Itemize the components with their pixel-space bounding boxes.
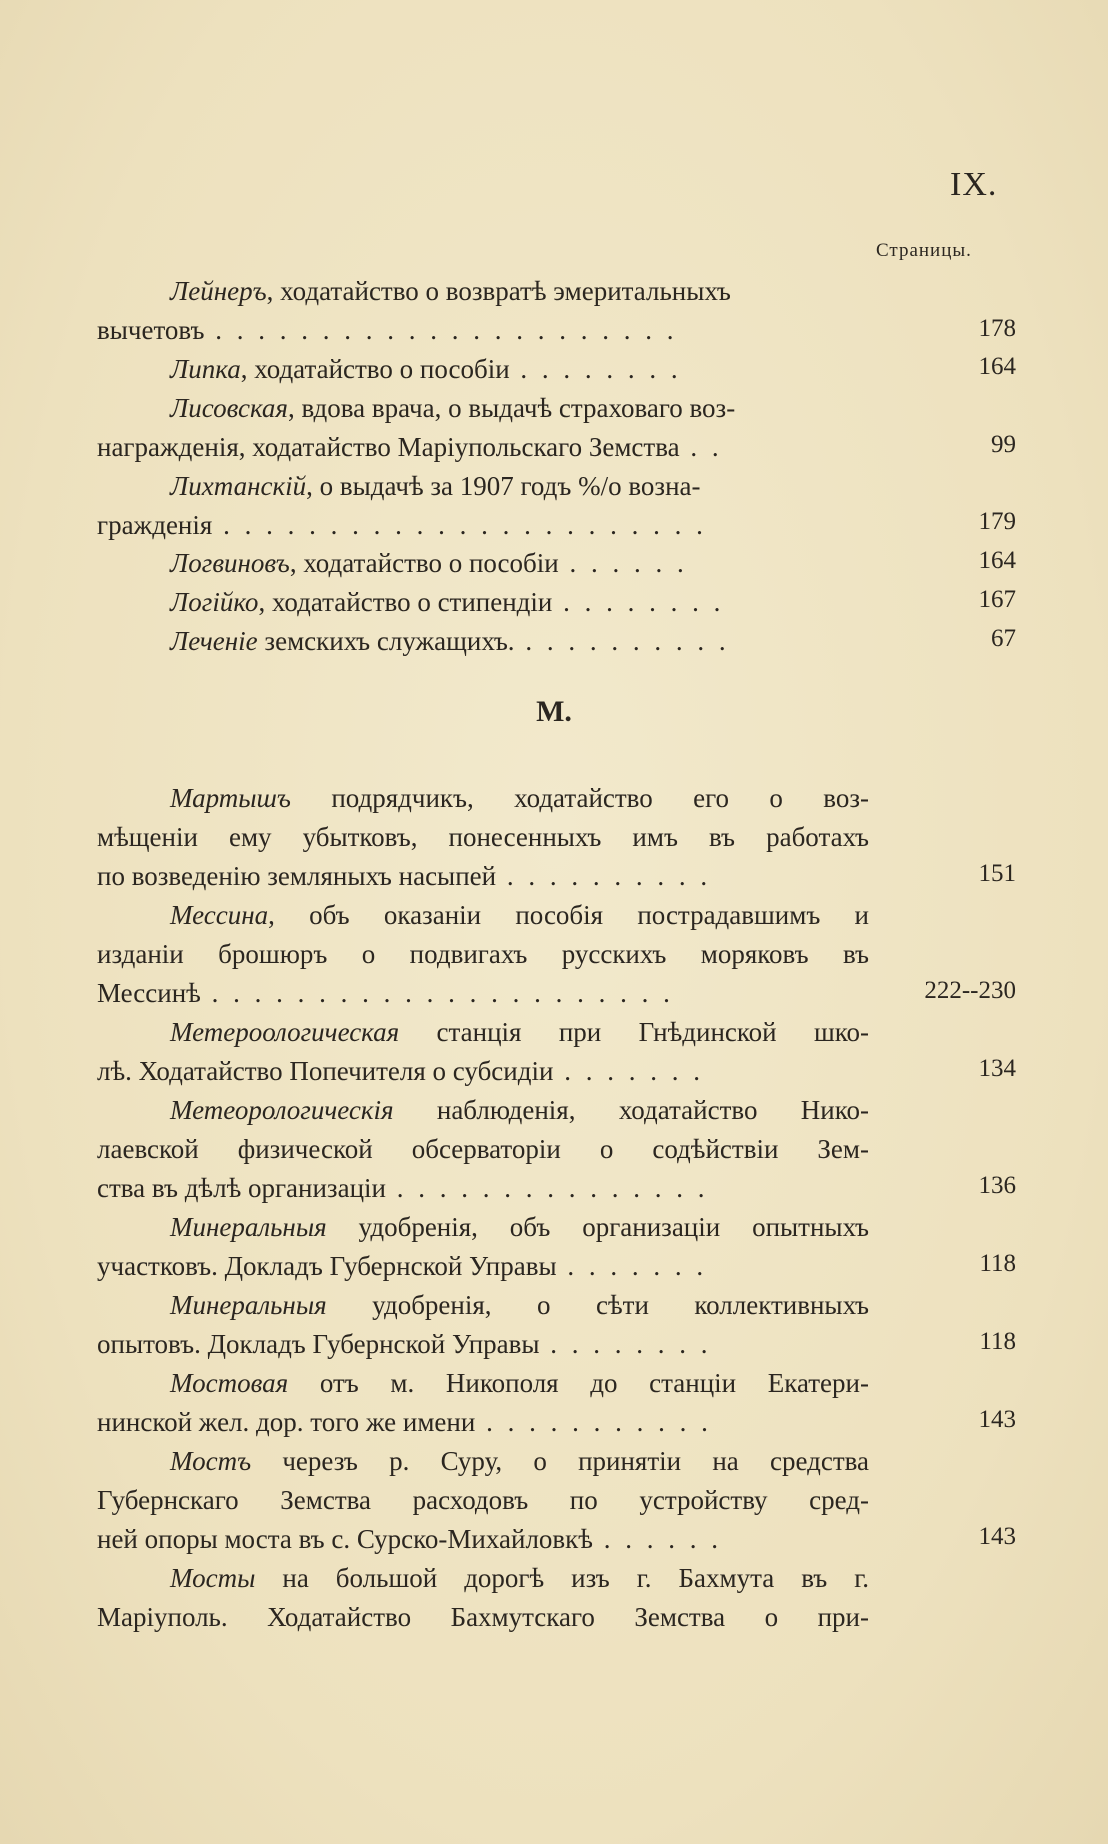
entry-name: Мостъ <box>170 1446 252 1476</box>
page-number: 164 <box>978 547 1016 574</box>
entry-name: Липка <box>170 354 241 384</box>
index-entry: Логвиновъ, ходатайство о пособiи . . . . . . <box>170 548 688 578</box>
page-number: 143 <box>978 1406 1016 1433</box>
page-number: 167 <box>978 586 1016 613</box>
page-number: 178 <box>978 315 1016 342</box>
entry-name: Метероологическая <box>170 1017 400 1047</box>
index-entry <box>97 272 869 350</box>
index-entry: Мостовая отъ м. Никополя до станцiи Екатери- нинской жел. дор. того же имени . . . . . . . . . . . <box>97 1368 869 1437</box>
entry-name: Лисовская <box>170 393 288 423</box>
page-number: 143 <box>978 1523 1016 1550</box>
index-entry: Мессина, объ оказанiи пособiя пострадавшимъ и изданiи брошюръ о подвигахъ русскихъ моряковъ въ Мессинѣ . . . . . . . . . . . . . . . . . . . . . . <box>97 900 869 1008</box>
page-number: 179 <box>978 508 1016 535</box>
page-number: 134 <box>978 1055 1016 1082</box>
page-number: 222--230 <box>924 977 1016 1004</box>
entry-name: Мартышъ <box>170 783 291 813</box>
page-number: 164 <box>978 353 1016 380</box>
index-entry: Мосты на большой дорогѣ изъ г. Бахмута въ г. Марiуполь. Ходатайство Бахмутскаго Земства о при- <box>97 1563 869 1632</box>
index-entry: Минеральныя удобренiя, объ организацiи опытныхъ участковъ. Докладъ Губернской Управы . . . . . . . <box>97 1212 869 1281</box>
index-entry: Лисовская, вдова врача, о выдачѣ страховаго воз- награжденiя, ходатайство Марiупольскаго Земства . . <box>97 393 736 462</box>
index-entry: Метероологическая станцiя при Гнѣдинской шко- лѣ. Ходатайство Попечителя о субсидiи . . . . . . . <box>97 1017 869 1086</box>
entry-line: Лейнеръ, ходатайство о возвратѣ эмеритальныхъ <box>170 276 731 306</box>
index-entry: Минеральныя удобренiя, о сѣти коллективныхъ опытовъ. Докладъ Губернской Управы . . . . . . . . <box>97 1290 869 1359</box>
entry-name: Минеральныя <box>170 1290 327 1320</box>
index-entry: Мостъ черезъ р. Суру, о принятiи на средства Губернскаго Земства расходовъ по устройству сред- ней опоры моста въ с. Сурско-Михайловкѣ . . . . . . <box>97 1446 869 1554</box>
entry-name: Минеральныя <box>170 1212 327 1242</box>
entry-name: Лихтанскiй <box>170 471 307 501</box>
entry-name: Леченiе <box>170 626 258 656</box>
index-entry: Метеорологическiя наблюденiя, ходатайство Нико- лаевской физической обсерваторiи о содѣйствiи Зем- ства въ дѣлѣ организацiи . . . . . . . . . . . . . . . <box>97 1095 869 1203</box>
entry-name: Мессина <box>170 900 269 930</box>
page-number: 118 <box>979 1328 1016 1355</box>
entry-name: Мостовая <box>170 1368 289 1398</box>
page-number: 118 <box>979 1250 1016 1277</box>
page-number: 136 <box>978 1172 1016 1199</box>
entry-name: Логiйко <box>170 587 259 617</box>
page-number: 151 <box>978 860 1016 887</box>
page-number: 99 <box>991 431 1016 458</box>
entry-name: Лейнеръ <box>170 276 267 306</box>
index-entry: Лихтанскiй, о выдачѣ за 1907 годъ %/о возна- гражденiя . . . . . . . . . . . . . . . . . . . . . . . <box>97 471 707 540</box>
section-heading: М. <box>536 695 572 728</box>
index-entry: Мартышъ подрядчикъ, ходатайство его о воз- мѣщенiи ему убытковъ, понесенныхъ имъ въ работахъ по возведенiю земляныхъ насыпей . . . . . . . . . . <box>97 783 869 891</box>
page-number: 67 <box>991 625 1016 652</box>
page-roman-numeral: IX. <box>950 166 998 203</box>
entry-name: Метеорологическiя <box>170 1095 394 1125</box>
column-label-pages: Страницы. <box>876 240 972 261</box>
entry-name: Логвиновъ <box>170 548 290 578</box>
index-entry: Логiйко, ходатайство о стипендiи . . . . . . . . <box>170 587 725 617</box>
index-entry: Липка, ходатайство о пособiи . . . . . . . . <box>170 354 682 384</box>
entry-line: вычетовъ . . . . . . . . . . . . . . . . . . . . . . <box>97 315 678 345</box>
entry-name: Мосты <box>170 1563 256 1593</box>
index-entry: Леченiе земскихъ служащихъ. . . . . . . . . . . <box>170 626 730 656</box>
